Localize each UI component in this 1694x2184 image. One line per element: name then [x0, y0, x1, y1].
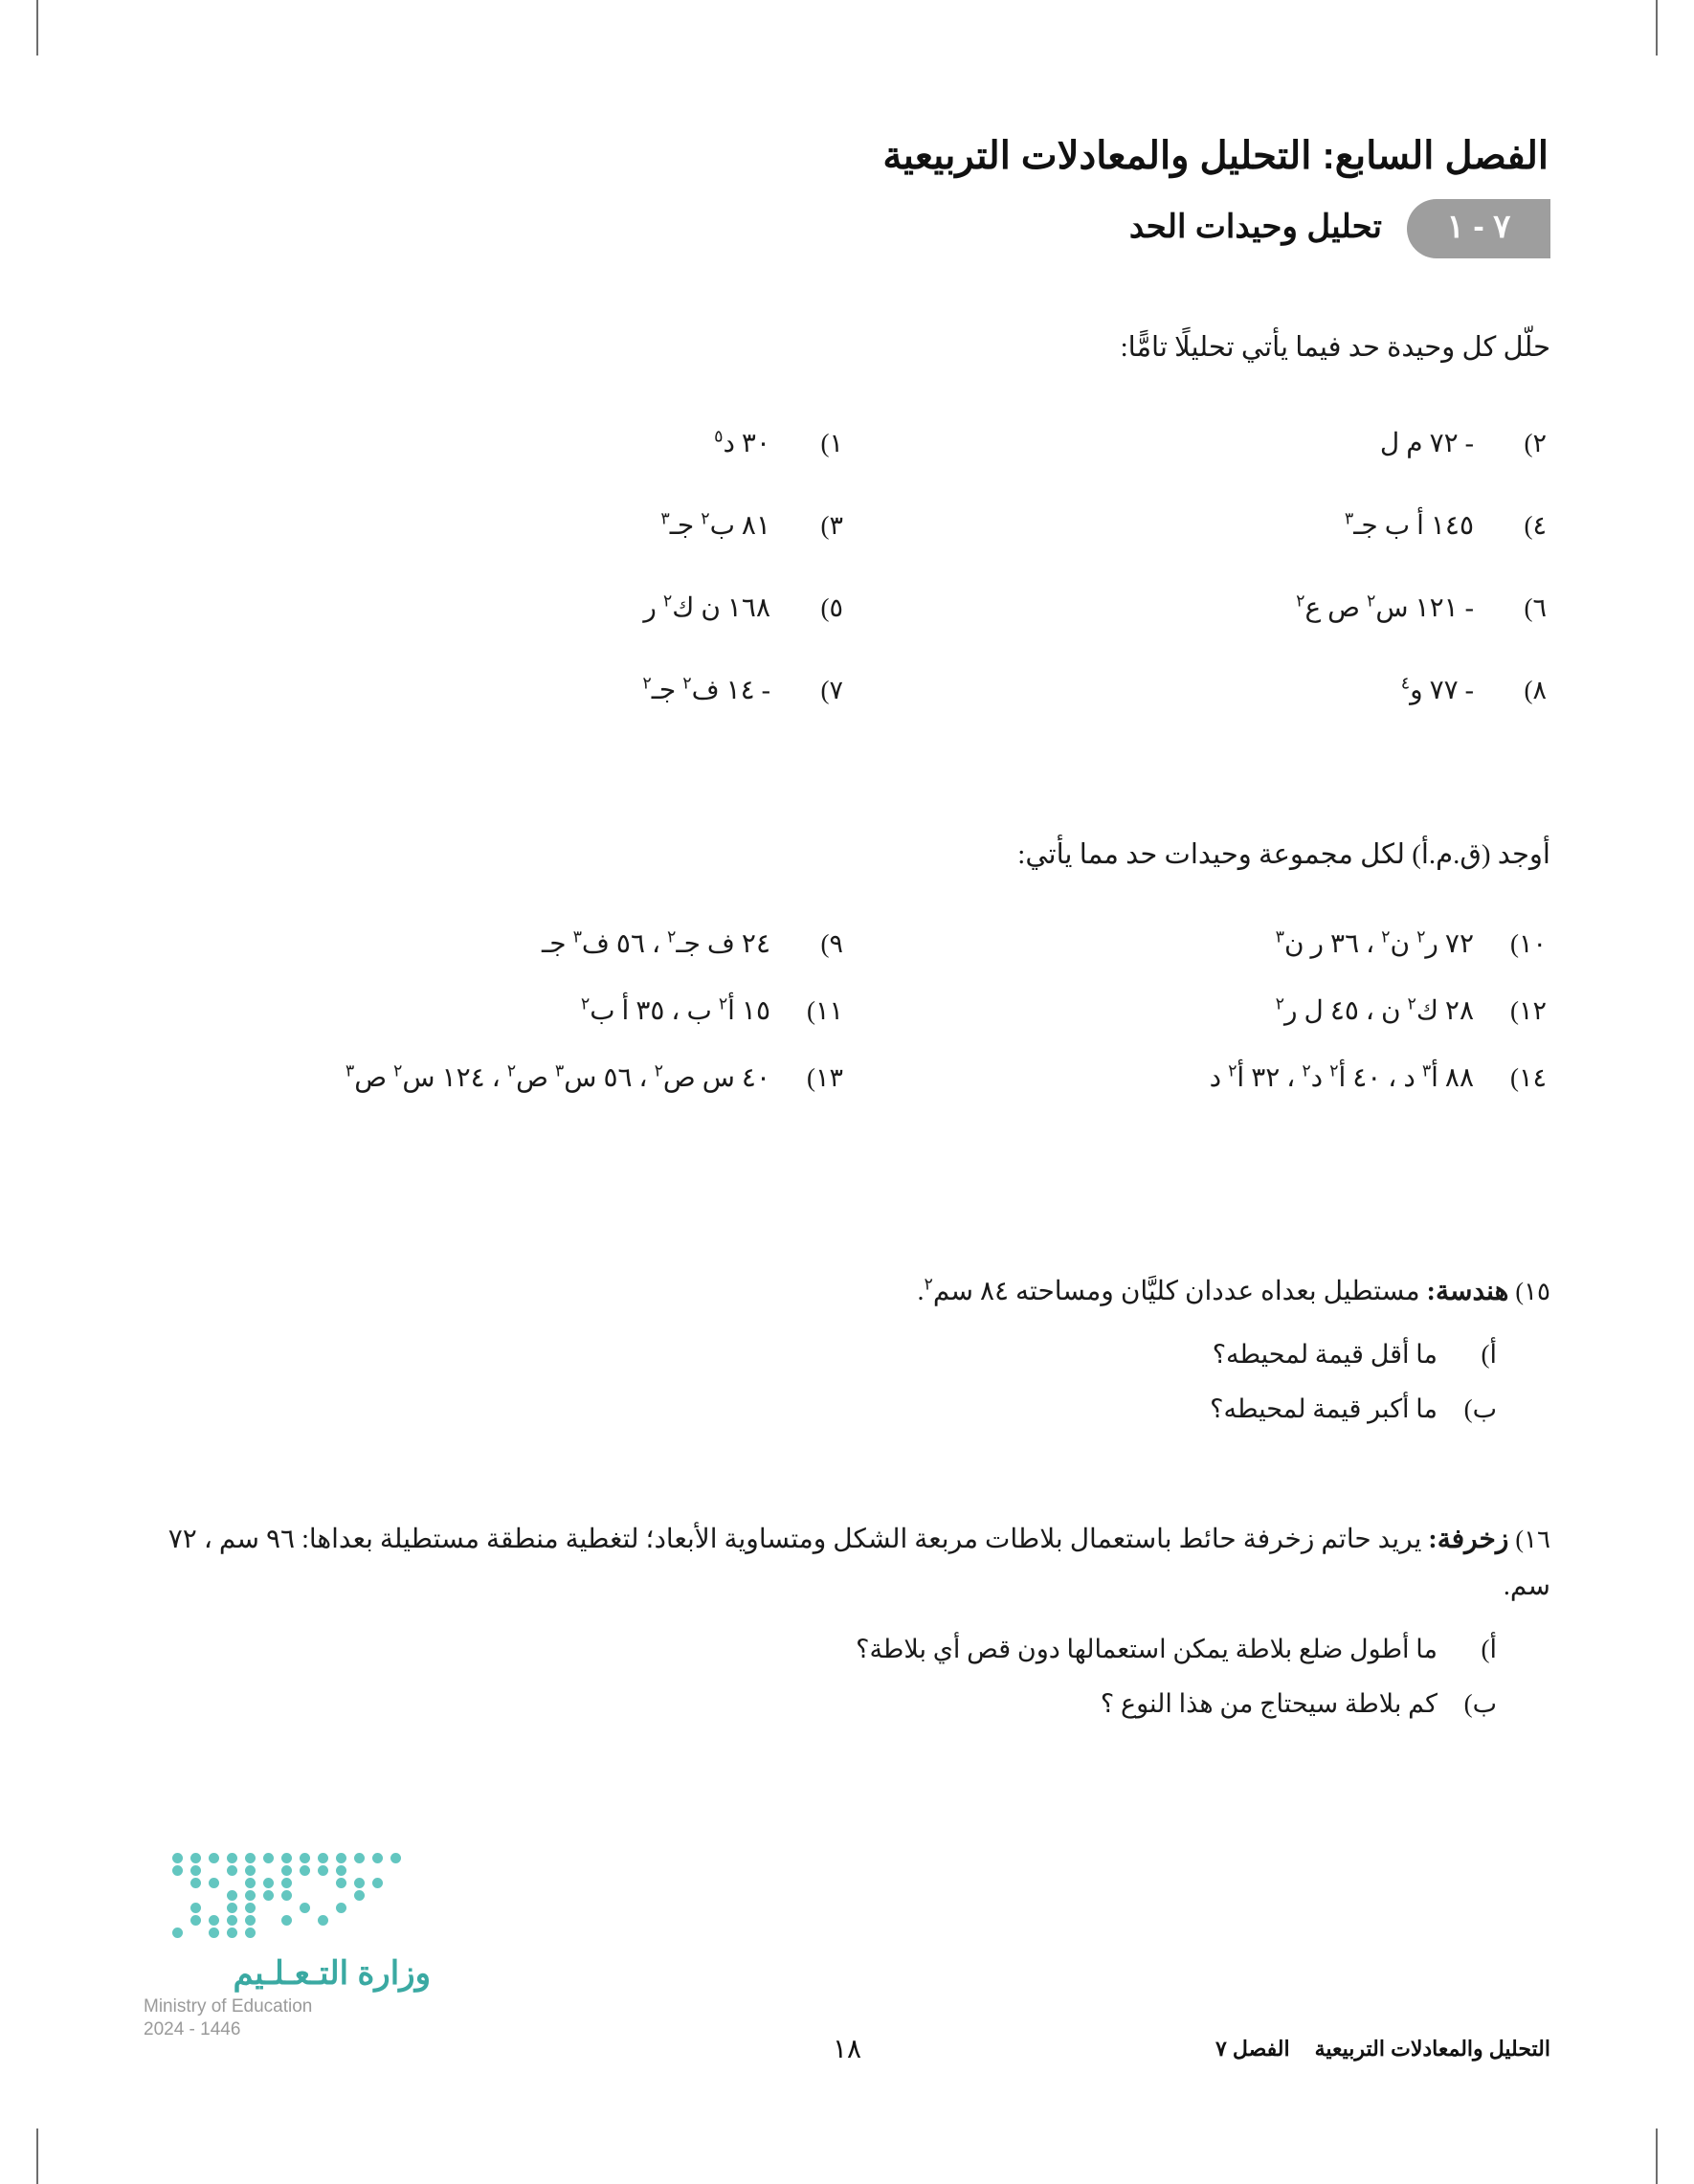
exercise-body: ٨٨ أ$^٣$ د ، ٤٠ أ$^٢$ د$^٢$ ، ٣٢ أ$^٢$ د — [1209, 1061, 1474, 1093]
footer-chapter-label: الفصل ٧ — [1215, 2037, 1290, 2061]
exercise-number: ١) — [820, 429, 843, 458]
exercise-grid-factor — [144, 402, 1550, 731]
exercise-number: ١١) — [806, 995, 843, 1025]
ministry-of-education-logo — [144, 1853, 431, 2040]
exercise-number: ١٣) — [806, 1062, 843, 1092]
exercise-item — [847, 402, 1550, 484]
sub-question-label: ب) — [1463, 1393, 1497, 1423]
exercise-item — [847, 567, 1550, 649]
problem-label: هندسة: — [1426, 1276, 1509, 1306]
exercise-body: ١٦٨ ن ك$^٢$ ر — [643, 592, 770, 624]
exercise-number: ٥) — [820, 593, 843, 623]
exercise-number: ٧) — [820, 676, 843, 705]
exercise-body: ٣٠ د$^٥$ — [714, 428, 770, 459]
spacer — [144, 1213, 1550, 1268]
sub-question — [144, 1635, 1497, 1664]
exercise-body: - ١٤ ف$^٢$ جـ$^٢$ — [642, 675, 770, 706]
footer-chapter-info — [1215, 2037, 1550, 2061]
lesson-number-badge: ٧ - ١ — [1407, 199, 1550, 258]
spacer — [144, 1121, 1550, 1213]
crop-mark-top-right-v — [1656, 0, 1658, 56]
instruction-factor-monomials: حلّل كل وحيدة حد فيما يأتي تحليلًا تامًّا: — [1120, 332, 1550, 363]
exercise-number: ١٢) — [1509, 995, 1547, 1025]
problem-text: مستطيل بعداه عددان كليَّان ومساحته ٨٤ سم$^٢$. — [917, 1275, 1420, 1306]
instruction-gcf: أوجد (ق.م.أ) لكل مجموعة وحيدات حد مما يأتي: — [1017, 839, 1550, 871]
exercise-number: ٩) — [820, 928, 843, 958]
exercise-body: ١٤٥ أ ب جـ$^٣$ — [1344, 510, 1474, 542]
exercise-item — [847, 977, 1550, 1044]
sub-question-label: ب) — [1463, 1688, 1497, 1718]
page-number: ١٨ — [832, 2035, 862, 2064]
exercise-body: - ٧٢ م ل — [1379, 429, 1474, 459]
word-problem-geometry — [144, 1268, 1550, 1315]
exercise-number: ٢) — [1524, 429, 1547, 458]
logo-name-ar: وزارة التـعـلـيم — [233, 1955, 431, 1992]
exercise-number: ١٤) — [1509, 1062, 1547, 1092]
sub-question — [144, 1394, 1497, 1424]
page-content — [144, 134, 1550, 1719]
logo-dots-icon — [172, 1853, 431, 1945]
exercise-item — [144, 567, 847, 649]
chapter-title: الفصل السابع: التحليل والمعادلات التربيعية — [882, 135, 1549, 177]
exercise-number: ١٠) — [1509, 928, 1547, 958]
exercise-body: ٨١ ب$^٢$ جـ$^٣$ — [660, 510, 770, 542]
problem-label: زخرفة: — [1428, 1524, 1509, 1554]
exercise-number: ٤) — [1524, 511, 1547, 541]
sub-question — [144, 1340, 1497, 1370]
sub-question — [144, 1689, 1497, 1719]
sub-question-text: ما أكبر قيمة لمحيطه؟ — [1210, 1393, 1438, 1423]
exercise-item — [144, 1044, 847, 1111]
word-problem-decoration — [144, 1516, 1550, 1610]
spacer — [144, 741, 1550, 833]
lesson-header — [144, 199, 1550, 258]
exercise-body: ٤٠ س ص$^٢$ ، ٥٦ س$^٣$ ص$^٢$ ، ١٢٤ س$^٢$ ص$^٣$ — [345, 1061, 770, 1093]
exercise-item — [144, 484, 847, 567]
exercise-number: ٣) — [820, 511, 843, 541]
crop-mark-top-left-v — [36, 0, 38, 56]
exercise-item — [847, 649, 1550, 731]
page-footer — [144, 2033, 1550, 2071]
sub-question-label: أ) — [1481, 1634, 1497, 1663]
problem-text: يريد حاتم زخرفة حائط باستعمال بلاطات مربعة الشكل ومتساوية الأبعاد؛ لتغطية منطقة مستطيلة بعداها: ٩٦ سم ، ٧٢ سم. — [167, 1524, 1550, 1601]
exercise-body: - ١٢١ س$^٢$ ص ع$^٢$ — [1296, 592, 1474, 624]
exercise-item — [847, 1044, 1550, 1111]
exercise-body: ١٥ أ$^٢$ ب ، ٣٥ أ ب$^٢$ — [580, 994, 770, 1026]
exercise-number: ٨) — [1524, 676, 1547, 705]
logo-name-en: Ministry of Education — [144, 1996, 313, 2017]
sub-question-text: ما أطول ضلع بلاطة يمكن استعمالها دون قص أي بلاطة؟ — [856, 1634, 1438, 1663]
lesson-title: تحليل وحيدات الحد — [1128, 209, 1382, 245]
crop-mark-bottom-right-v — [1656, 2128, 1658, 2184]
logo-year: 2024 - 1446 — [144, 2019, 241, 2039]
exercise-item — [144, 977, 847, 1044]
sub-question-label: أ) — [1481, 1339, 1497, 1369]
exercise-grid-gcf — [144, 910, 1550, 1111]
exercise-number: ٦) — [1524, 593, 1547, 623]
exercise-body: ٧٢ ر$^٢$ ن$^٢$ ، ٣٦ ر ن$^٣$ — [1275, 927, 1474, 959]
exercise-item — [847, 910, 1550, 977]
crop-mark-bottom-left-v — [36, 2128, 38, 2184]
exercise-item — [144, 910, 847, 977]
problem-number: ١٦) — [1515, 1525, 1550, 1553]
spacer — [144, 1424, 1550, 1516]
footer-chapter-name: التحليل والمعادلات التربيعية — [1314, 2037, 1550, 2061]
exercise-item — [847, 484, 1550, 567]
exercise-item — [144, 402, 847, 484]
sub-question-text: كم بلاطة سيحتاج من هذا النوع ؟ — [1100, 1688, 1438, 1718]
exercise-item — [144, 649, 847, 731]
exercise-body: ٢٨ ك$^٢$ ن ، ٤٥ ل ر$^٢$ — [1275, 994, 1474, 1026]
exercise-body: - ٧٧ و$^٤$ — [1400, 675, 1474, 706]
problem-number: ١٥) — [1515, 1277, 1550, 1305]
exercise-body: ٢٤ ف جـ$^٢$ ، ٥٦ ف$^٣$ جـ — [542, 927, 770, 959]
sub-question-text: ما أقل قيمة لمحيطه؟ — [1212, 1339, 1438, 1369]
